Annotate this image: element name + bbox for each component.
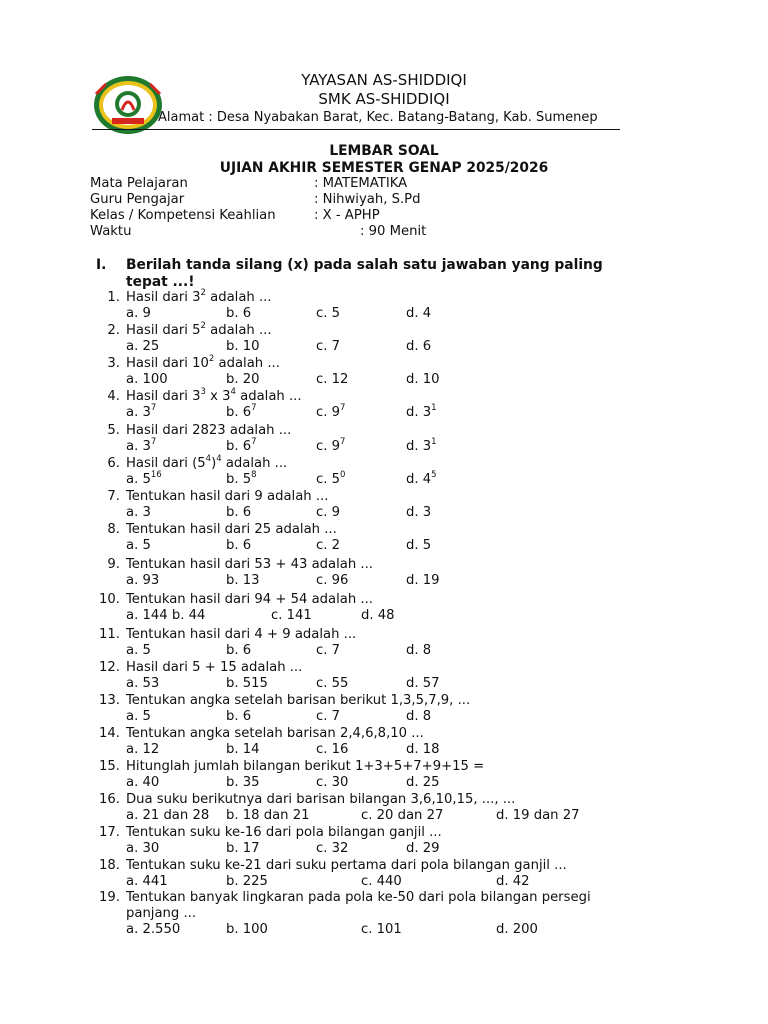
answer-option: d. 19 [406,573,440,588]
answer-option: d. 200 [496,922,538,937]
question-text: Tentukan hasil dari 25 adalah ... [126,522,337,537]
question-text: Tentukan banyak lingkaran pada pola ke-50 dari pola bilangan persegi [126,890,591,905]
answer-option: d. 25 [406,775,440,790]
question-number: 10. [99,592,120,607]
answer-option: d. 8 [406,709,432,724]
answer-option: b. 18 dan 21 [226,808,310,823]
answer-option: b. $5^8$ [226,470,257,487]
header-divider [92,129,620,130]
answer-option: b. 6 [226,306,252,321]
answer-option: b. 100 [226,922,268,937]
answer-option: a. $3^7$ [126,437,157,454]
question-number: 4. [107,389,120,404]
answer-option: b. 6 [226,505,252,520]
answer-option: c. 20 dan 27 [361,808,444,823]
question-number: 1. [107,290,120,305]
question-number: 5. [107,423,120,438]
answer-option: b. 17 [226,841,260,856]
question-text: Hasil dari $3^2$ adalah ... [126,288,272,305]
info-value: : MATEMATIKA [314,176,408,191]
answer-option: a. $5^{16}$ [126,470,162,487]
answer-option: c. 96 [316,573,349,588]
answer-option: d. 5 [406,538,432,553]
answer-option: a. 25 [126,339,160,354]
answer-option: b. 14 [226,742,260,757]
question-text: Hasil dari $(5^4)^4$ adalah ... [126,454,288,471]
answer-option: a. 144 b. 44 [126,608,206,623]
section-instruction: Berilah tanda silang (x) pada salah satu jawaban yang paling [126,257,603,273]
answer-option: a. 100 [126,372,168,387]
answer-option: b. 10 [226,339,260,354]
answer-option: b. 225 [226,874,268,889]
answer-option: c. 9 [316,505,341,520]
question-text: Tentukan hasil dari 53 + 43 adalah ... [126,557,373,572]
question-text: Tentukan hasil dari 9 adalah ... [126,489,329,504]
answer-option: c. 16 [316,742,349,757]
answer-option: a. 5 [126,709,151,724]
question-text: Hasil dari $3^3$ x $3^4$ adalah ... [126,387,302,404]
answer-option: c. 7 [316,339,341,354]
question-number: 12. [99,660,120,675]
question-text: Hasil dari $5^2$ adalah ... [126,321,272,338]
answer-option: d. 57 [406,676,440,691]
answer-option: b. 20 [226,372,260,387]
question-text: Tentukan suku ke-16 dari pola bilangan ganjil ... [126,825,442,840]
answer-option: a. 93 [126,573,160,588]
question-text: Hasil dari 5 + 15 adalah ... [126,660,303,675]
answer-option: d. 3 [406,505,432,520]
answer-option: d. 6 [406,339,432,354]
info-label: Guru Pengajar [90,192,185,207]
info-label: Kelas / Kompetensi Keahlian [90,208,276,223]
section-number: I. [96,257,107,273]
answer-option: d. 8 [406,643,432,658]
question-text: Tentukan suku ke-21 dari suku pertama dari pola bilangan ganjil ... [126,858,567,873]
answer-option: d. 10 [406,372,440,387]
info-label: Mata Pelajaran [90,176,188,191]
answer-option: d. $4^5$ [406,470,437,487]
question-number: 19. [99,890,120,905]
answer-option: a. 3 [126,505,151,520]
question-text: Dua suku berikutnya dari barisan bilangan 3,6,10,15, ..., ... [126,792,516,807]
answer-option: a. 30 [126,841,160,856]
info-value: : Nihwiyah, S.Pd [314,192,421,207]
foundation-name: YAYASAN AS-SHIDDIQI [301,71,467,89]
question-text: Tentukan angka setelah barisan 2,4,6,8,10 ... [126,726,424,741]
answer-option: c. 7 [316,643,341,658]
answer-option: a. 12 [126,742,160,757]
question-text: Hitunglah jumlah bilangan berikut 1+3+5+7+9+15 = [126,759,485,774]
info-value: : X - APHP [314,208,380,223]
answer-option: b. 6 [226,709,252,724]
answer-option: b. $6^7$ [226,403,257,420]
answer-option: a. 21 dan 28 [126,808,210,823]
question-text: Tentukan angka setelah barisan berikut 1,3,5,7,9, ... [126,693,471,708]
question-number: 14. [99,726,120,741]
info-label: Waktu [90,224,132,239]
question-number: 8. [107,522,120,537]
exam-title: UJIAN AKHIR SEMESTER GENAP 2025/2026 [219,160,549,176]
answer-option: d. 19 dan 27 [496,808,580,823]
answer-option: c. $9^7$ [316,437,346,454]
answer-option: a. 5 [126,538,151,553]
document-title: LEMBAR SOAL [329,143,439,159]
answer-option: b. 35 [226,775,260,790]
question-number: 6. [107,456,120,471]
question-number: 15. [99,759,120,774]
question-number: 17. [99,825,120,840]
question-number: 2. [107,323,120,338]
question-number: 3. [107,356,120,371]
question-number: 13. [99,693,120,708]
answer-option: b. 6 [226,538,252,553]
question-number: 18. [99,858,120,873]
answer-option: c. 12 [316,372,349,387]
answer-option: c. 2 [316,538,341,553]
answer-option: a. 2.550 [126,922,181,937]
answer-option: b. 13 [226,573,260,588]
question-number: 7. [107,489,120,504]
question-text: Hasil dari $10^2$ adalah ... [126,354,280,371]
answer-option: c. 7 [316,709,341,724]
answer-option: b. 515 [226,676,268,691]
answer-option: d. 29 [406,841,440,856]
question-text-cont: panjang ... [126,906,197,921]
answer-option: b. $6^7$ [226,437,257,454]
answer-option: c. 55 [316,676,349,691]
question-number: 9. [107,557,120,572]
school-name: SMK AS-SHIDDIQI [318,90,450,108]
answer-option: d. 4 [406,306,432,321]
answer-option: b. 6 [226,643,252,658]
question-number: 16. [99,792,120,807]
answer-option: d. 18 [406,742,440,757]
answer-option: a. $3^7$ [126,403,157,420]
school-address: Alamat : Desa Nyabakan Barat, Kec. Batang-Batang, Kab. Sumenep [158,110,598,125]
answer-option: a. 5 [126,643,151,658]
answer-option: c. 101 [361,922,402,937]
answer-option: d. 42 [496,874,530,889]
question-text: Tentukan hasil dari 94 + 54 adalah ... [126,592,373,607]
answer-option: c. $5^0$ [316,470,346,487]
answer-option: d. $3^1$ [406,437,437,454]
answer-option: d. 48 [361,608,395,623]
answer-option: c. 30 [316,775,349,790]
question-text: Hasil dari 2823 adalah ... [126,423,292,438]
answer-option: a. 441 [126,874,168,889]
answer-option: c. 440 [361,874,402,889]
answer-option: c. 141 [271,608,312,623]
answer-option: c. 5 [316,306,341,321]
answer-option: c. 32 [316,841,349,856]
question-number: 11. [99,627,120,642]
info-value: : 90 Menit [360,224,427,239]
answer-option: a. 40 [126,775,160,790]
answer-option: d. $3^1$ [406,403,437,420]
answer-option: a. 53 [126,676,160,691]
answer-option: c. $9^7$ [316,403,346,420]
question-text: Tentukan hasil dari 4 + 9 adalah ... [126,627,357,642]
section-instruction-cont: tepat ...! [126,274,195,290]
answer-option: a. 9 [126,306,151,321]
